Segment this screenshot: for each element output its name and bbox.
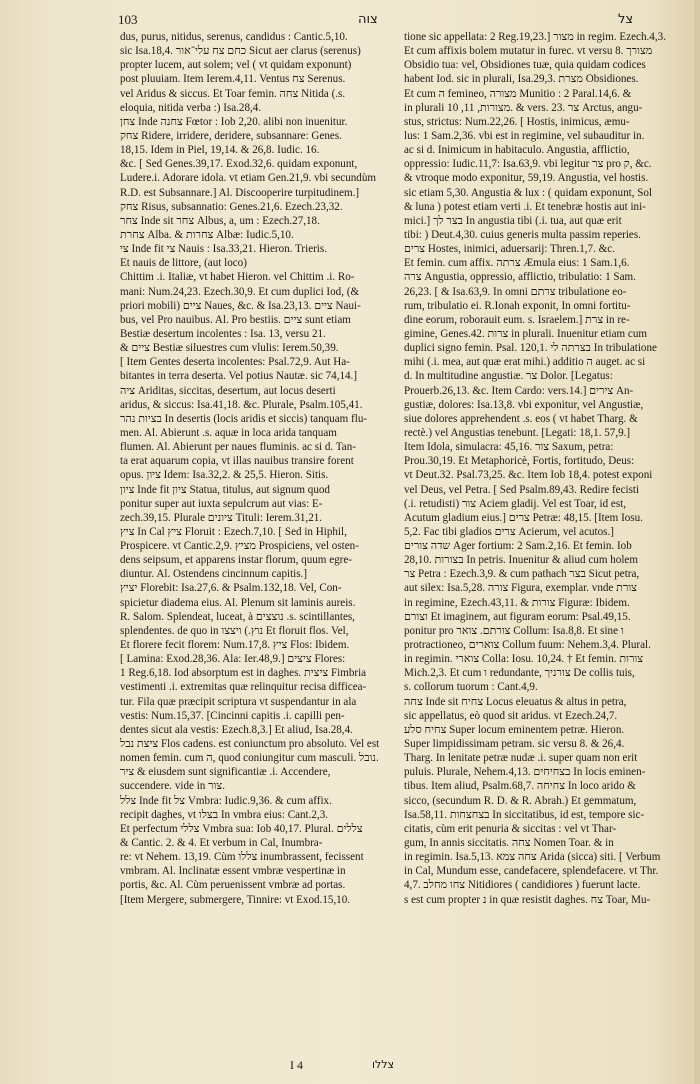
left-running-head: צוה — [358, 12, 378, 27]
text-line: vel Aridus & siccus. Et Toar femin. צחה Nitida (.s. — [120, 87, 346, 100]
text-line: mihi (.i. mea, aut quæ erat mihi.) additio ה auget. ac si — [404, 356, 646, 369]
text-line: 28,10. בצורות In petris. Inuenitur & aliud cum holem — [404, 554, 638, 567]
text-line: bus, vel Pro nauibus. Al. Pro bestiis. ציים sunt etiam — [120, 313, 351, 326]
text-line: יציץ Florebit: Isa.27,6. & Psalm.132,18. Vel, Con- — [120, 582, 342, 595]
text-line: sic appellatus, eò quod sit aridus. vt Ezech.24,7. — [404, 709, 618, 722]
text-line: diuntur. Al. Ostendens cincinnum capitis.] — [120, 568, 308, 581]
text-line: dens seipsum, et apparens instar florum, quum egre- — [120, 554, 352, 567]
text-line: Tharg. In lenitate petræ nudæ .i. super quam non erit — [404, 752, 638, 765]
text-line: citatis, cùm erit penuria & siccitas : vel vt Thar- — [404, 822, 617, 835]
text-line: ציר & eiusdem sunt significantiæ .i. Accendere, — [120, 766, 331, 779]
text-line: ac si d. Inimicum in habitaculo. Angustia, afflictio, — [404, 144, 630, 157]
text-line: Prospicere. vt Cantic.2,9. מציץ Prospiciens, vel osten- — [120, 540, 359, 553]
text-line: vmbram. Al. Inclinatæ essent vmbræ vespertinæ in — [120, 865, 346, 878]
text-line: dus, purus, nitidus, serenus, candidus : Cantic.5,10. — [120, 31, 348, 43]
text-line: Obsidio tua: vel, Obsidiones tuæ, quia quidam codices — [404, 59, 646, 72]
text-line: Ludere.i. Adorare idola. vt etiam Gen.21,9. vbi secundùm — [120, 172, 377, 185]
text-line: s. collorum tuorum : Cant.4,9. — [404, 681, 538, 694]
text-line: & Cantic. 2. & 4. Et verbum in Cal, Inumbra- — [120, 837, 323, 850]
text-line: in regimin. צוארי Colla: Iosu. 10,24. † Et femin. צורות — [404, 653, 644, 666]
text-line: בציות נהר In desertis (locis aridis et siccis) tanquam flu- — [120, 412, 368, 425]
text-line: habent Iod. sic in plurali, Isa.29,3. מצרת Obsidiones. — [404, 73, 639, 86]
text-line: Chittim .i. Italiæ, vt habet Hieron. vel Chittim .i. Ro- — [120, 271, 355, 284]
text-line: spicietur diadema eius. Al. Plenum sit laminis aureis. — [120, 596, 356, 609]
text-line: Et cum affixis bolem mutatur in furec. vt versu 8. מצורך — [404, 45, 653, 58]
text-line: 26,23. [ & Isa.63,9. In omni צרתם tribulatione eo- — [404, 285, 627, 298]
text-line: in plurali מצורות, 11, 10. & vers. 23. צר Arctus, angu- — [404, 101, 643, 114]
text-line: (.i. retudisti) צור Aciem gladij. Vel est Toar, id est, — [404, 497, 627, 510]
text-line: tione sic appellata: 2 Reg.19,23.] מצור in regim. Ezech.4,3. — [404, 31, 666, 43]
text-line: splendentes. de quo in נוץ.) ויצצו Et floruit flos. Vel, — [120, 624, 349, 637]
text-line: vt Deut.32. Psal.73,25. &c. Item Iob 18,4. potest exponi — [404, 469, 653, 482]
text-line: R. Salom. Splendeat, luceat, à נוצצים .s. scintillantes, — [120, 610, 355, 623]
text-line: Et nauis de littore, (aut loco) — [120, 257, 247, 270]
text-line: צחה Inde sit צחיח Locus eleuatus & altus in petra, — [404, 695, 627, 708]
text-line: & ציים Bestiæ siluestres cum vlulis: Ierem.50,39. — [120, 342, 339, 355]
text-line: ציץ In Cal ציץ Floruit : Ezech.7,10. [ Sed in Hiphil, — [120, 525, 347, 538]
text-line: stus, strictus: Num.22,26. [ Hostis, inimicus, æmu- — [404, 115, 630, 128]
text-line: post pluuiam. Item Ierem.4,11. Ventus צח Serenus. — [120, 73, 346, 86]
text-line: tur. Fila quæ præcipit scriptura vt suspendantur in ala — [120, 695, 357, 708]
signature-mark: I 4 — [290, 1058, 303, 1072]
text-line: [Item Mergere, submergere, Tinnire: vt Exod.15,10. — [120, 893, 351, 906]
text-line: puluis. Plurale, Nehem.4,13. בצחיחים In locis eminen- — [404, 766, 646, 779]
text-line: 1 Reg.6,18. Iod absorptum est in daghes. ציצית Fimbria — [120, 667, 367, 680]
right-running-head: צל — [618, 12, 634, 27]
text-line: צחן Inde צחנה Fœtor : Iob 2,20. alibi non inuenitur. — [120, 115, 348, 128]
text-line: Super limpidissimam petram. sic versu 8. & 26,4. — [404, 738, 625, 751]
text-line: rum, tribulatio ei. R.Ionah exponit, In omni fortitu- — [404, 299, 631, 312]
text-line: duplici signo femin. Psal. 120,1. בצרתה לי In tribulatione — [404, 342, 657, 355]
page-footer — [120, 1058, 680, 1078]
text-line: ta erat aquarum copia, vt illas nauibus transire forent — [120, 455, 354, 468]
text-line: opus. ציון Idem: Isa.32,2. & 25,5. Hieron. Sitis. — [120, 469, 329, 482]
text-line: vel Deus, vel Petra. [ Sed Psalm.89,43. Redire fecisti — [404, 483, 640, 496]
text-line: Prouerb.26,13. &c. Item Cardo: vers.14.] צירים An- — [404, 384, 634, 397]
text-line: dine eorum, roborauit eum. s. Israelem.] צרת in re- — [404, 313, 630, 326]
text-line: Bestiæ desertum incolentes : Isa. 13, versu 21. — [120, 327, 326, 340]
text-line: צרים Hostes, inimici, aduersarij: Thren.1,7. &c. — [404, 243, 615, 256]
text-line: ponitur super aut iuxta sepulcrum aut vias: E- — [120, 497, 323, 510]
text-line: re: vt Nehem. 13,19. Cùm צללו inumbrassent, fecissent — [120, 851, 364, 864]
catchword: צללו — [372, 1058, 395, 1071]
text-line: tibus. Item aliud, Psalm.68,7. צחיחה In loco arido & — [404, 780, 636, 793]
text-line: שדה צורים Ager fortium: 2 Sam.2,16. Et femin. Iob — [404, 540, 632, 553]
text-line: 5,2. Fac tibi gladios צרים Acierum, vel acutos.] — [404, 525, 614, 538]
text-line: &c. [ Sed Genes.39,17. Exod.32,6. quidam exponunt, — [120, 158, 358, 171]
text-line: צחק Ridere, irridere, deridere, subsannare: Genes. — [120, 129, 342, 142]
text-line: rectè.) vel Angustias tenebunt. [Legati: 18,1. 57,9.] — [404, 426, 631, 439]
text-line: צחיח סלע Super locum eminentem petræ. Hieron. — [404, 723, 625, 736]
text-line: mici.] בצר לך In angustia tibi (.i. tua, aut quæ erit — [404, 214, 622, 227]
text-line: bitantes in terra deserta. Vel potius Nautæ. sic 74,14.] — [120, 370, 358, 383]
left-text-column — [120, 30, 400, 907]
text-line: Isa.58,11. בצחצחות In siccitatibus, id est, tempore sic- — [404, 808, 645, 821]
text-line: siue dolores apprehendent .s. eos ( vt habet Tharg. & — [404, 412, 638, 425]
text-line: ponitur pro צורתם. צואר Collum: Isa.8,8. Et sine ו — [404, 624, 624, 637]
text-line: sic etiam 5,30. Angustia & lux : ( quidam exponunt, Sol — [404, 186, 653, 199]
text-line: lus: 1 Sam.2,36. vbi est in regimine, vel subauditur in. — [404, 129, 645, 142]
text-line: vestimenti .i. extremitas quæ relinquitur recisa difficea- — [120, 681, 367, 694]
text-line: sicco, (secundum R. D. & R. Abrah.) Et gemmatum, — [404, 794, 637, 807]
text-line: ציון Inde fit ציון Statua, titulus, aut signum quod — [120, 483, 330, 496]
text-line: וצורם Et imaginem, aut figuram eorum: Psal.49,15. — [404, 610, 631, 623]
text-line: vestis: Num.15,37. [Cincinni capitis .i. capilli pen- — [120, 709, 345, 722]
text-line: Et florere fecit florem: Num.17,8. ציץ Flos: Ibidem. — [120, 639, 350, 652]
text-line: ציה Ariditas, siccitas, desertum, aut locus deserti — [120, 384, 336, 397]
text-line: gum, In annis siccitatis. צחה Nomen Toar. & in — [404, 837, 614, 850]
text-line: & vtroque modo exponitur, 59,19. Angustia, vel hostis. — [404, 172, 649, 185]
text-line: mani: Num.24,23. Ezech.30,9. Et cum duplici Iod, (& — [120, 285, 360, 298]
text-line: in Cal, Mundum esse, candefacere, splendefacere. vt Thr. — [404, 865, 659, 878]
text-line: protractioneo, צוארים Collum fuum: Nehem.3,4. Plural. — [404, 639, 651, 652]
text-line: oppressio: Iudic.11,7: Isa.63,9. vbi legitur צר pro ק, &c. — [404, 158, 652, 171]
text-line: R.D. est Subsannare.] Al. Discooperire turpitudinem.] — [120, 186, 360, 199]
text-line: צרה Angustia, oppressio, afflictio, tribulatio: 1 Sam. — [404, 271, 636, 284]
text-line: flumen. Al. Abierunt per naues fluminis. ac si d. Tan- — [120, 441, 356, 454]
text-line: צחרת Alba. & צחרות Albæ: Iudic.5,10. — [120, 228, 294, 241]
text-line: Et cum ה femineo, מצורה Munitio : 2 Paral.14,6. & — [404, 87, 632, 100]
text-line: gimine, Genes.42. צרות in plurali. Inuenitur etiam cum — [404, 327, 648, 340]
text-line: Acutum gladium eius.] צרים Petræ: 48,15. [Item Iosu. — [404, 511, 643, 524]
page-edge-shadow — [694, 0, 700, 1084]
page-number: 103 — [118, 12, 138, 27]
text-line: dentes sicut ala vestis: Ezech.8,3.] Et aliud, Isa.28,4. — [120, 723, 353, 736]
text-line: d. In multitudine angustiæ. צר Dolor. [Legatus: — [404, 370, 613, 383]
text-line: צר Petra : Ezech.3,9. & cum pathach בצר Sicut petra, — [404, 568, 640, 581]
text-line: [ Lamina: Exod.28,36. Ala: Ier.48,9.] ציצים Flores: — [120, 653, 346, 666]
text-line: & luna ) potest etiam verti .i. Et tenebræ hostis aut ini- — [404, 200, 646, 213]
text-line: צחר Inde sit צחר Albus, a, um : Ezech.27,18. — [120, 214, 320, 227]
text-line: 18,15. Idem in Piel, 19,14. & 26,8. Iudic. 16. — [120, 144, 320, 157]
text-line: Et perfectum צללי Vmbra sua: Iob 40,17. Plural. צללים — [120, 822, 363, 835]
text-line: in regimine, Ezech.43,11. & צורות Figuræ: Ibidem. — [404, 596, 630, 609]
text-line: aut silex: Isa.5,28. צורה Figura, exemplar. vnde צורת — [404, 582, 637, 595]
text-line: in regimin. Isa.5,13. צחה צמא Arida (sicca) siti. [ Verbum — [404, 851, 661, 864]
text-line: Item Idola, simulacra: 45,16. צור Saxum, petra: — [404, 441, 614, 454]
text-line: s est cum propter נ in quæ resistit daghes. צח Toar, Mu- — [404, 893, 651, 906]
text-line: eloquia, nitida verba :) Isa.28,4. — [120, 101, 262, 114]
text-line: צחק Risus, subsannatio: Genes.21,6. Ezech.23,32. — [120, 200, 343, 213]
text-line: [ Item Gentes deserta incolentes: Psal.72,9. Aut Ha- — [120, 356, 350, 369]
text-line: 4,7. צחו מחלב Nitidiores ( candidiores ) fuerunt lacte. — [404, 879, 641, 892]
text-line: sic Isa.18,4. כחם צח עלי־אור Sicut aer clarus (serenus) — [120, 45, 361, 58]
text-line: portis, &c. Al. Cùm peruenissent vmbræ ad portas. — [120, 879, 346, 892]
running-header — [118, 6, 684, 30]
text-line: aridus, & siccus: Isa.41,18. &c. Plurale, Psalm.105,41. — [120, 398, 363, 411]
text-line: recipit daghes, vt בצלו In vmbra eius: Cant.2,3. — [120, 808, 329, 821]
text-line: zech.39,15. Plurale ציונים Tituli: Ierem.31,21. — [120, 511, 323, 524]
text-line: tibi: ) Deut.4,30. cuius generis multa passim reperies. — [404, 228, 641, 241]
text-line: nomen femin. cum ה, quod coniungitur cum masculi. נובל. — [120, 752, 379, 765]
text-line: gustiæ, dolores: Isa.13,8. vbi exponitur, vel Angustiæ, — [404, 398, 644, 411]
text-line: men. Al. Abierunt .s. aquæ in loca arida tanquam — [120, 426, 337, 439]
text-line: Et femin. cum affix. צרתה Æmula eius: 1 Sam.1,6. — [404, 257, 630, 270]
text-line: propter lucem, aut solem; vel ( vt quidam exponunt) — [120, 59, 352, 72]
text-line: Mich.2,3. Et cum ו redundante, צורניך De collis tuis, — [404, 667, 635, 680]
text-line: Prou.30,19. Et Metaphoricè, Fortis, fortitudo, Deus: — [404, 455, 635, 468]
text-line: succendere. vide in צור. — [120, 780, 225, 793]
right-text-column — [404, 30, 684, 907]
text-line: ציצת נבל Flos cadens. est coniunctum pro absoluto. Vel est — [120, 738, 380, 751]
text-line: צלל Inde fit צל Vmbra: Iudic.9,36. & cum affix. — [120, 794, 332, 807]
text-line: צי Inde fit צי Nauis : Isa.33,21. Hieron. Trieris. — [120, 243, 327, 256]
text-line: priori mobili) ציים Naues, &c. & Isa.23,13. ציים Naui- — [120, 299, 361, 312]
